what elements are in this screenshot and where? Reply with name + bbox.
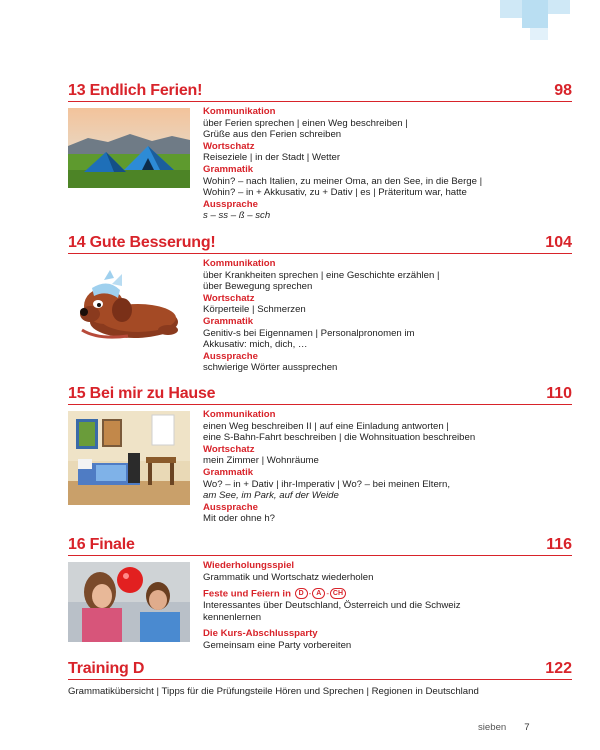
- chapter-title: 16 Finale: [68, 536, 135, 553]
- content-line: Interessantes über Deutschland, Österreich und die Schweiz: [203, 600, 461, 612]
- content-line: Grammatik und Wortschatz wiederholen: [203, 571, 374, 583]
- chapter-content: [203, 106, 572, 222]
- chapter-rule: [68, 679, 572, 681]
- content-line: mein Zimmer | Wohnräume: [203, 455, 319, 467]
- country-badge-a: A: [312, 588, 325, 599]
- section-heading: Wiederholungsspiel: [203, 560, 295, 571]
- chapter-page-number: 104: [545, 234, 572, 251]
- content-line: über Krankheiten sprechen | eine Geschichte erzählen |: [203, 269, 440, 281]
- bedroom-image: [68, 411, 190, 505]
- content-line: Reiseziele | in der Stadt | Wetter: [203, 152, 341, 164]
- chapter-rule: [68, 404, 572, 406]
- content-line: einen Weg beschreiben II | auf eine Einladung antworten |: [203, 420, 449, 432]
- section-heading: Aussprache: [203, 501, 258, 513]
- section-heading: Grammatik: [203, 163, 254, 175]
- chapter-page-number: 98: [554, 82, 572, 99]
- content-line: Wo? – in + Dativ | ihr-Imperativ | Wo? – bei meinen Eltern,: [203, 478, 450, 490]
- chapter-content: [203, 560, 572, 651]
- chapter-title: 13 Endlich Ferien!: [68, 82, 203, 99]
- chapter-rule: [68, 253, 572, 255]
- chapter-16: [68, 534, 572, 651]
- section-heading: Grammatik: [203, 466, 254, 478]
- content-line: Gemeinsam eine Party vorbereiten: [203, 639, 352, 651]
- chapter-header: [68, 232, 572, 254]
- section-heading-with-badges: [203, 588, 572, 600]
- page-word: sieben: [478, 722, 507, 733]
- chapter-rule: [68, 555, 572, 557]
- chapter-page-number: 110: [546, 385, 572, 402]
- section-heading: Wortschatz: [203, 140, 255, 152]
- section-heading: Wortschatz: [203, 443, 255, 455]
- section-heading: Feste und Feiern in: [203, 588, 291, 600]
- corner-decoration: [500, 0, 570, 40]
- chapter-header: [68, 658, 572, 680]
- content-line: kennenlernen: [203, 611, 262, 623]
- content-line: Genitiv-s bei Eigennamen | Personalpronomen im: [203, 327, 415, 339]
- content-line: s – ss – ß – sch: [203, 210, 271, 222]
- content-line: Akkusativ: mich, dich, …: [203, 339, 308, 351]
- page-number: 7: [524, 722, 530, 733]
- chapter-13: [68, 80, 572, 222]
- chapter-page-number: 116: [546, 536, 572, 553]
- content-line: Mit oder ohne h?: [203, 513, 275, 525]
- content-line: Wohin? – nach Italien, zu meiner Oma, an den See, in die Berge |: [203, 175, 483, 187]
- content-line: schwierige Wörter aussprechen: [203, 362, 338, 374]
- chapter-page-number: 122: [545, 660, 572, 677]
- training-description: Grammatikübersicht | Tipps für die Prüfungsteile Hören und Sprechen | Regionen in Deutschland: [68, 686, 479, 697]
- content-line: Grüße aus den Ferien schreiben: [203, 129, 342, 141]
- training-section: [68, 658, 572, 680]
- chapter-title: 15 Bei mir zu Hause: [68, 385, 216, 402]
- section-heading: Kommunikation: [203, 106, 276, 117]
- section-heading: Aussprache: [203, 350, 258, 362]
- badge-connector: -: [308, 589, 312, 599]
- chapter-header: [68, 534, 572, 556]
- chapter-header: [68, 383, 572, 405]
- party-balloon-image: [68, 562, 190, 642]
- camping-tents-image: [68, 108, 190, 188]
- chapter-content: [203, 258, 572, 374]
- country-badge-d: D: [295, 588, 308, 599]
- badge-connector: -: [326, 589, 329, 599]
- chapter-title: Training D: [68, 660, 145, 677]
- chapter-title: 14 Gute Besserung!: [68, 234, 216, 251]
- section-heading: Grammatik: [203, 315, 254, 327]
- section-heading: Kommunikation: [203, 409, 276, 420]
- section-heading: Kommunikation: [203, 258, 276, 269]
- sick-dog-illustration: [68, 260, 190, 346]
- country-badge-ch: CH: [330, 588, 346, 599]
- content-line: über Bewegung sprechen: [203, 281, 313, 293]
- chapter-14: [68, 232, 572, 374]
- page-footer: [478, 722, 530, 733]
- section-heading: Wortschatz: [203, 292, 255, 304]
- chapter-content: [203, 409, 572, 525]
- chapter-15: [68, 383, 572, 525]
- content-line: Wohin? – in + Akkusativ, zu + Dativ | es | Präteritum war, hatte: [203, 187, 467, 199]
- chapter-rule: [68, 101, 572, 103]
- section-heading: Die Kurs-Abschlussparty: [203, 628, 318, 640]
- content-line: am See, im Park, auf der Weide: [203, 490, 339, 502]
- section-heading: Aussprache: [203, 198, 258, 210]
- content-line: eine S-Bahn-Fahrt beschreiben | die Wohnsituation beschreiben: [203, 432, 476, 444]
- content-line: über Ferien sprechen | einen Weg beschreiben |: [203, 117, 408, 129]
- chapter-header: [68, 80, 572, 102]
- content-line: Körperteile | Schmerzen: [203, 304, 306, 316]
